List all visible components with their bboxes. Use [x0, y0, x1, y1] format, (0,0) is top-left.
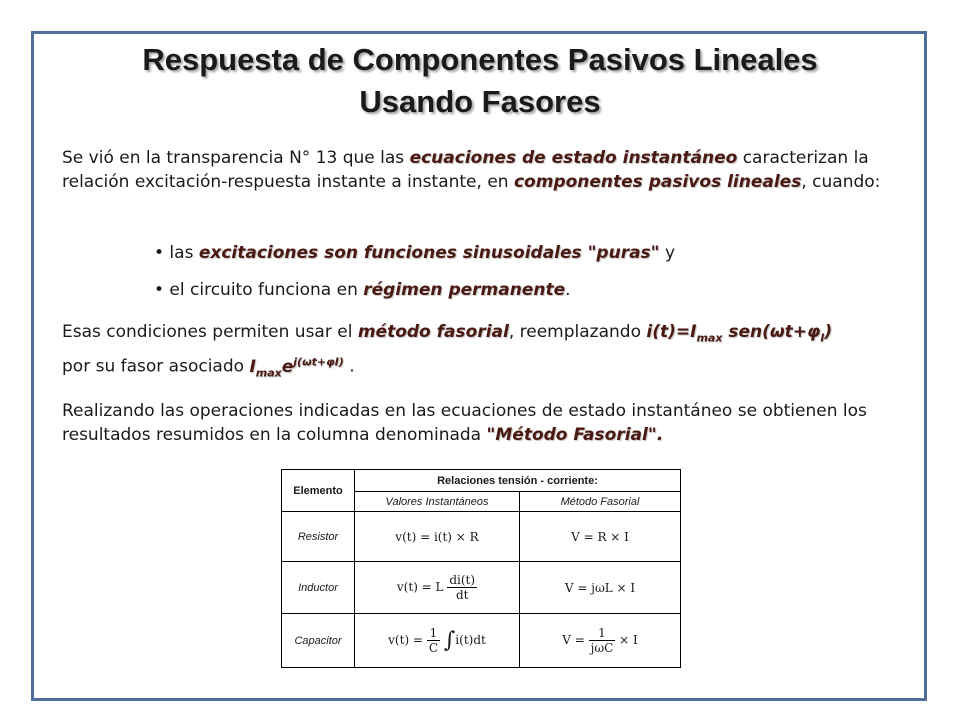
header-instantaneous: Valores Instantáneos: [355, 492, 520, 512]
bullet2-emphasis: régimen permanente: [363, 280, 566, 300]
phasor-text-2: , reemplazando: [508, 322, 647, 342]
time-domain-current: $i(t)=I_{max}$ $sen(\omega t+\varphi_I)$: [646, 322, 833, 345]
results-text-1: Realizando las operaciones indicadas en las ecuaciones de estado instantáneo se obtienen los resultados resumidos en la columna denominada: [62, 401, 867, 445]
header-relations: Relaciones tensión - corriente:: [355, 470, 681, 492]
paragraph-intro: [62, 146, 922, 194]
paragraph-phasor-method: [62, 320, 922, 385]
inductor-phasor: V = jωL × I: [520, 562, 681, 614]
results-emphasis: "Método Fasorial".: [486, 425, 664, 445]
inductor-instantaneous: v(t) = L $\frac{di(t)}{dt}$: [355, 562, 520, 614]
phasor-text-3: por su fasor asociado: [62, 357, 250, 378]
bullet1-text-1: • las: [154, 243, 199, 263]
paragraph-results: [62, 399, 922, 447]
phasor-text-4: .: [343, 357, 355, 378]
intro-text-3: , cuando:: [801, 172, 881, 192]
bullet1-emphasis: excitaciones son funciones sinusoidales "puras": [198, 243, 660, 263]
slide-title-line1: Respuesta de Componentes Pasivos Lineales: [142, 42, 818, 77]
phasor-emphasis-method: método fasorial: [357, 322, 509, 342]
relations-table: [281, 469, 681, 668]
bullet2-text-1: • el circuito funciona en: [154, 280, 364, 300]
bullet-steady-state: [154, 278, 571, 302]
slide-title-line2: Usando Fasores: [359, 84, 601, 119]
row-element-capacitor: Capacitor: [282, 614, 355, 668]
bullet2-text-2: .: [565, 280, 571, 300]
row-element-inductor: Inductor: [282, 562, 355, 614]
resistor-phasor: V = R × I: [520, 512, 681, 562]
phasor-expression: $I_{max}e^{j(\omega t+\varphi I)}$: [249, 355, 344, 380]
bullet-excitations: [154, 241, 675, 265]
row-element-resistor: Resistor: [282, 512, 355, 562]
header-element: Elemento: [282, 470, 355, 512]
capacitor-instantaneous: v(t) = $\frac{1}{C}$ ∫i(t)dt: [355, 614, 520, 668]
intro-text-2: caracterizan la relación excitación-respuesta instante a instante, en: [62, 148, 869, 192]
resistor-instantaneous: v(t) = i(t) × R: [355, 512, 520, 562]
table-row: [282, 562, 681, 614]
phasor-text-1: Esas condiciones permiten usar el: [62, 322, 358, 342]
table-row: [282, 614, 681, 668]
capacitor-phasor: V = $\frac{1}{\text{jωC}}$ × I: [520, 614, 681, 668]
bullet1-text-2: y: [659, 243, 676, 263]
intro-text-1: Se vió en la transparencia N° 13 que las: [62, 148, 410, 168]
table-row: [282, 512, 681, 562]
intro-emphasis-1: ecuaciones de estado instantáneo: [409, 148, 738, 168]
intro-emphasis-2: componentes pasivos lineales: [513, 172, 802, 192]
header-phasor: Método Fasorial: [520, 492, 681, 512]
